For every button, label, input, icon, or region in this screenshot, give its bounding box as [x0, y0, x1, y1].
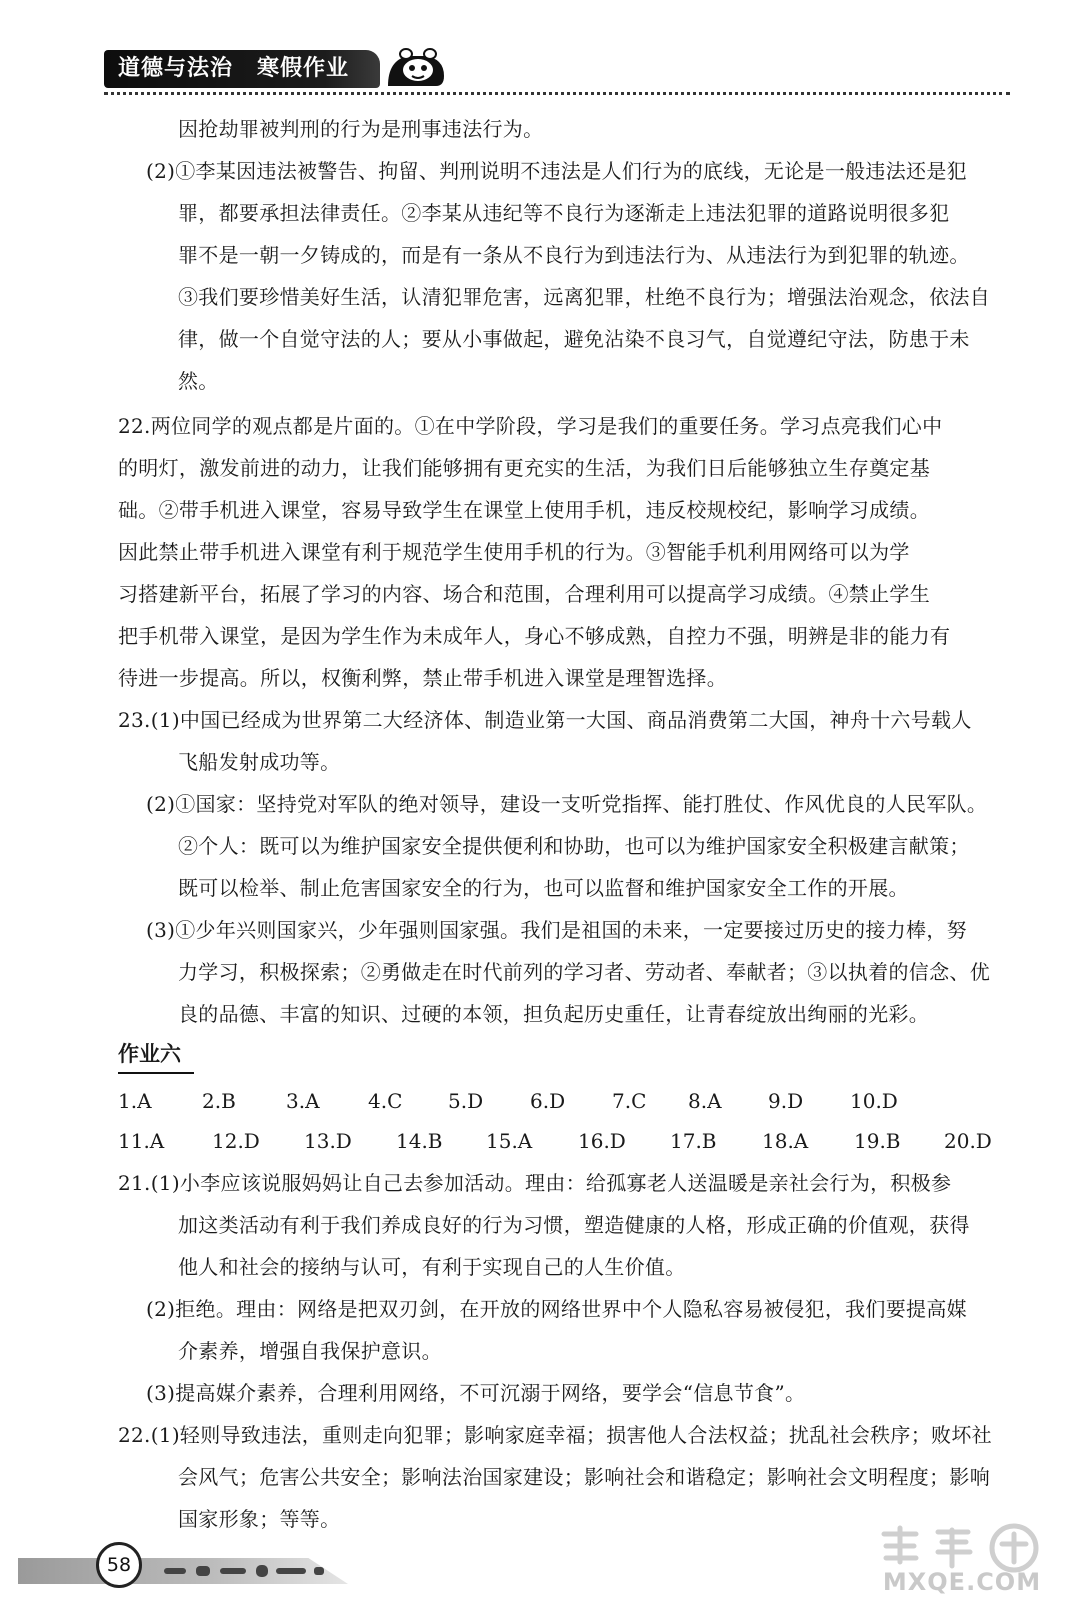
text-line: 飞船发射成功等。: [178, 750, 341, 774]
text-line: 因此禁止带手机进入课堂有利于规范学生使用手机的行为。③智能手机利用网络可以为学: [118, 540, 910, 564]
choice-answer: 18.A: [762, 1129, 809, 1153]
text-line: 律，做一个自觉守法的人；要从小事做起，避免沾染不良习气，自觉遵纪守法，防患于未: [178, 327, 970, 351]
text-line: 22.(1)轻则导致违法，重则走向犯罪；影响家庭幸福；损害他人合法权益；扰乱社会秩序；败坏社: [118, 1423, 992, 1447]
choice-answer: 13.D: [304, 1129, 352, 1153]
text-line: (2)拒绝。理由：网络是把双刃剑，在开放的网络世界中个人隐私容易被侵犯，我们要提高媒: [146, 1297, 967, 1321]
text-line: 21.(1)小李应该说服妈妈让自己去参加活动。理由：给孤寡老人送温暖是亲社会行为，积极参: [118, 1171, 952, 1195]
text-line: 介素养，增强自我保护意识。: [178, 1339, 442, 1363]
text-line: 然。: [178, 369, 219, 393]
choice-answer: 11.A: [118, 1129, 165, 1153]
choice-answer: 16.D: [578, 1129, 626, 1153]
choice-answer: 10.D: [850, 1089, 898, 1113]
text-line: 良的品德、丰富的知识、过硬的本领，担负起历史重任，让青春绽放出绚丽的光彩。: [178, 1002, 930, 1026]
header-book: 寒假作业: [257, 56, 350, 81]
choice-answers-row-2: [118, 1126, 1008, 1156]
choice-answer: 20.D: [944, 1129, 992, 1153]
text-line: 22.两位同学的观点都是片面的。①在中学阶段，学习是我们的重要任务。学习点亮我们心中: [118, 414, 943, 438]
header-title-tab: [104, 50, 380, 88]
choice-answer: 15.A: [486, 1129, 533, 1153]
text-line: 国家形象；等等。: [178, 1507, 341, 1531]
text-line: 把手机带入课堂，是因为学生作为未成年人，身心不够成熟，自控力不强，明辨是非的能力有: [118, 624, 951, 648]
choice-answer: 8.A: [688, 1089, 722, 1113]
text-line: 的明灯，激发前进的动力，让我们能够拥有更充实的生活，为我们日后能够独立生存奠定基: [118, 456, 930, 480]
text-line: 加这类活动有利于我们养成良好的行为习惯，塑造健康的人格，形成正确的价值观，获得: [178, 1213, 970, 1237]
page-number: 58: [96, 1542, 142, 1588]
choice-answer: 1.A: [118, 1089, 152, 1113]
choice-answer: 5.D: [448, 1089, 484, 1113]
choice-answer: 2.B: [202, 1089, 236, 1113]
text-line: (2)①李某因违法被警告、拘留、判刑说明不违法是人们行为的底线，无论是一般违法还是犯: [146, 159, 967, 183]
text-line: 待进一步提高。所以，权衡利弊，禁止带手机进入课堂是理智选择。: [118, 666, 727, 690]
footer-decoration-icon: [160, 1562, 340, 1580]
page-header: [104, 46, 1070, 94]
text-line: 23.(1)中国已经成为世界第二大经济体、制造业第一大国、商品消费第二大国，神舟十六号载人: [118, 708, 972, 732]
text-line: 力学习，积极探索；②勇做走在时代前列的学习者、劳动者、奉献者；③以执着的信念、优: [178, 960, 990, 984]
text-line: 会风气；危害公共安全；影响法治国家建设；影响社会和谐稳定；影响社会文明程度；影响: [178, 1465, 990, 1489]
header-dotted-divider: [104, 92, 1010, 95]
text-line: 础。②带手机进入课堂，容易导致学生在课堂上使用手机，违反校规校纪，影响学习成绩。: [118, 498, 930, 522]
section-title-underline: [118, 1072, 194, 1074]
text-line: 因抢劫罪被判刑的行为是刑事违法行为。: [178, 117, 544, 141]
header-subject: 道德与法治: [118, 56, 234, 81]
text-line: ②个人：既可以为维护国家安全提供便利和协助，也可以为维护国家安全积极建言献策；: [178, 834, 970, 858]
choice-answer: 12.D: [212, 1129, 260, 1153]
choice-answer: 4.C: [368, 1089, 403, 1113]
section-title: 作业六: [118, 1042, 181, 1066]
choice-answer: 17.B: [670, 1129, 717, 1153]
mascot-icon: [384, 46, 448, 90]
text-line: 他人和社会的接纳与认可，有利于实现自己的人生价值。: [178, 1255, 686, 1279]
text-line: 既可以检举、制止危害国家安全的行为，也可以监督和维护国家安全工作的开展。: [178, 876, 909, 900]
text-line: 罪不是一朝一夕铸成的，而是有一条从不良行为到违法行为、从违法行为到犯罪的轨迹。: [178, 243, 970, 267]
choice-answers-row-1: [118, 1086, 1008, 1116]
choice-answer: 14.B: [396, 1129, 443, 1153]
text-line: ③我们要珍惜美好生活，认清犯罪危害，远离犯罪，杜绝不良行为；增强法治观念，依法自: [178, 285, 990, 309]
choice-answer: 9.D: [768, 1089, 804, 1113]
text-line: 习搭建新平台，拓展了学习的内容、场合和范围，合理利用可以提高学习成绩。④禁止学生: [118, 582, 930, 606]
text-line: 罪，都要承担法律责任。②李某从违纪等不良行为逐渐走上违法犯罪的道路说明很多犯: [178, 201, 950, 225]
choice-answer: 3.A: [286, 1089, 320, 1113]
choice-answer: 19.B: [854, 1129, 901, 1153]
watermark-text: MXQE.COM: [882, 1568, 1042, 1596]
text-line: (3)提高媒介素养，合理利用网络，不可沉溺于网络，要学会“信息节食”。: [146, 1381, 806, 1405]
text-line: (2)①国家：坚持党对军队的绝对领导，建设一支听党指挥、能打胜仗、作风优良的人民军队。: [146, 792, 988, 816]
choice-answer: 7.C: [612, 1089, 647, 1113]
text-line: (3)①少年兴则国家兴，少年强则国家强。我们是祖国的未来，一定要接过历史的接力棒，努: [146, 918, 967, 942]
choice-answer: 6.D: [530, 1089, 566, 1113]
